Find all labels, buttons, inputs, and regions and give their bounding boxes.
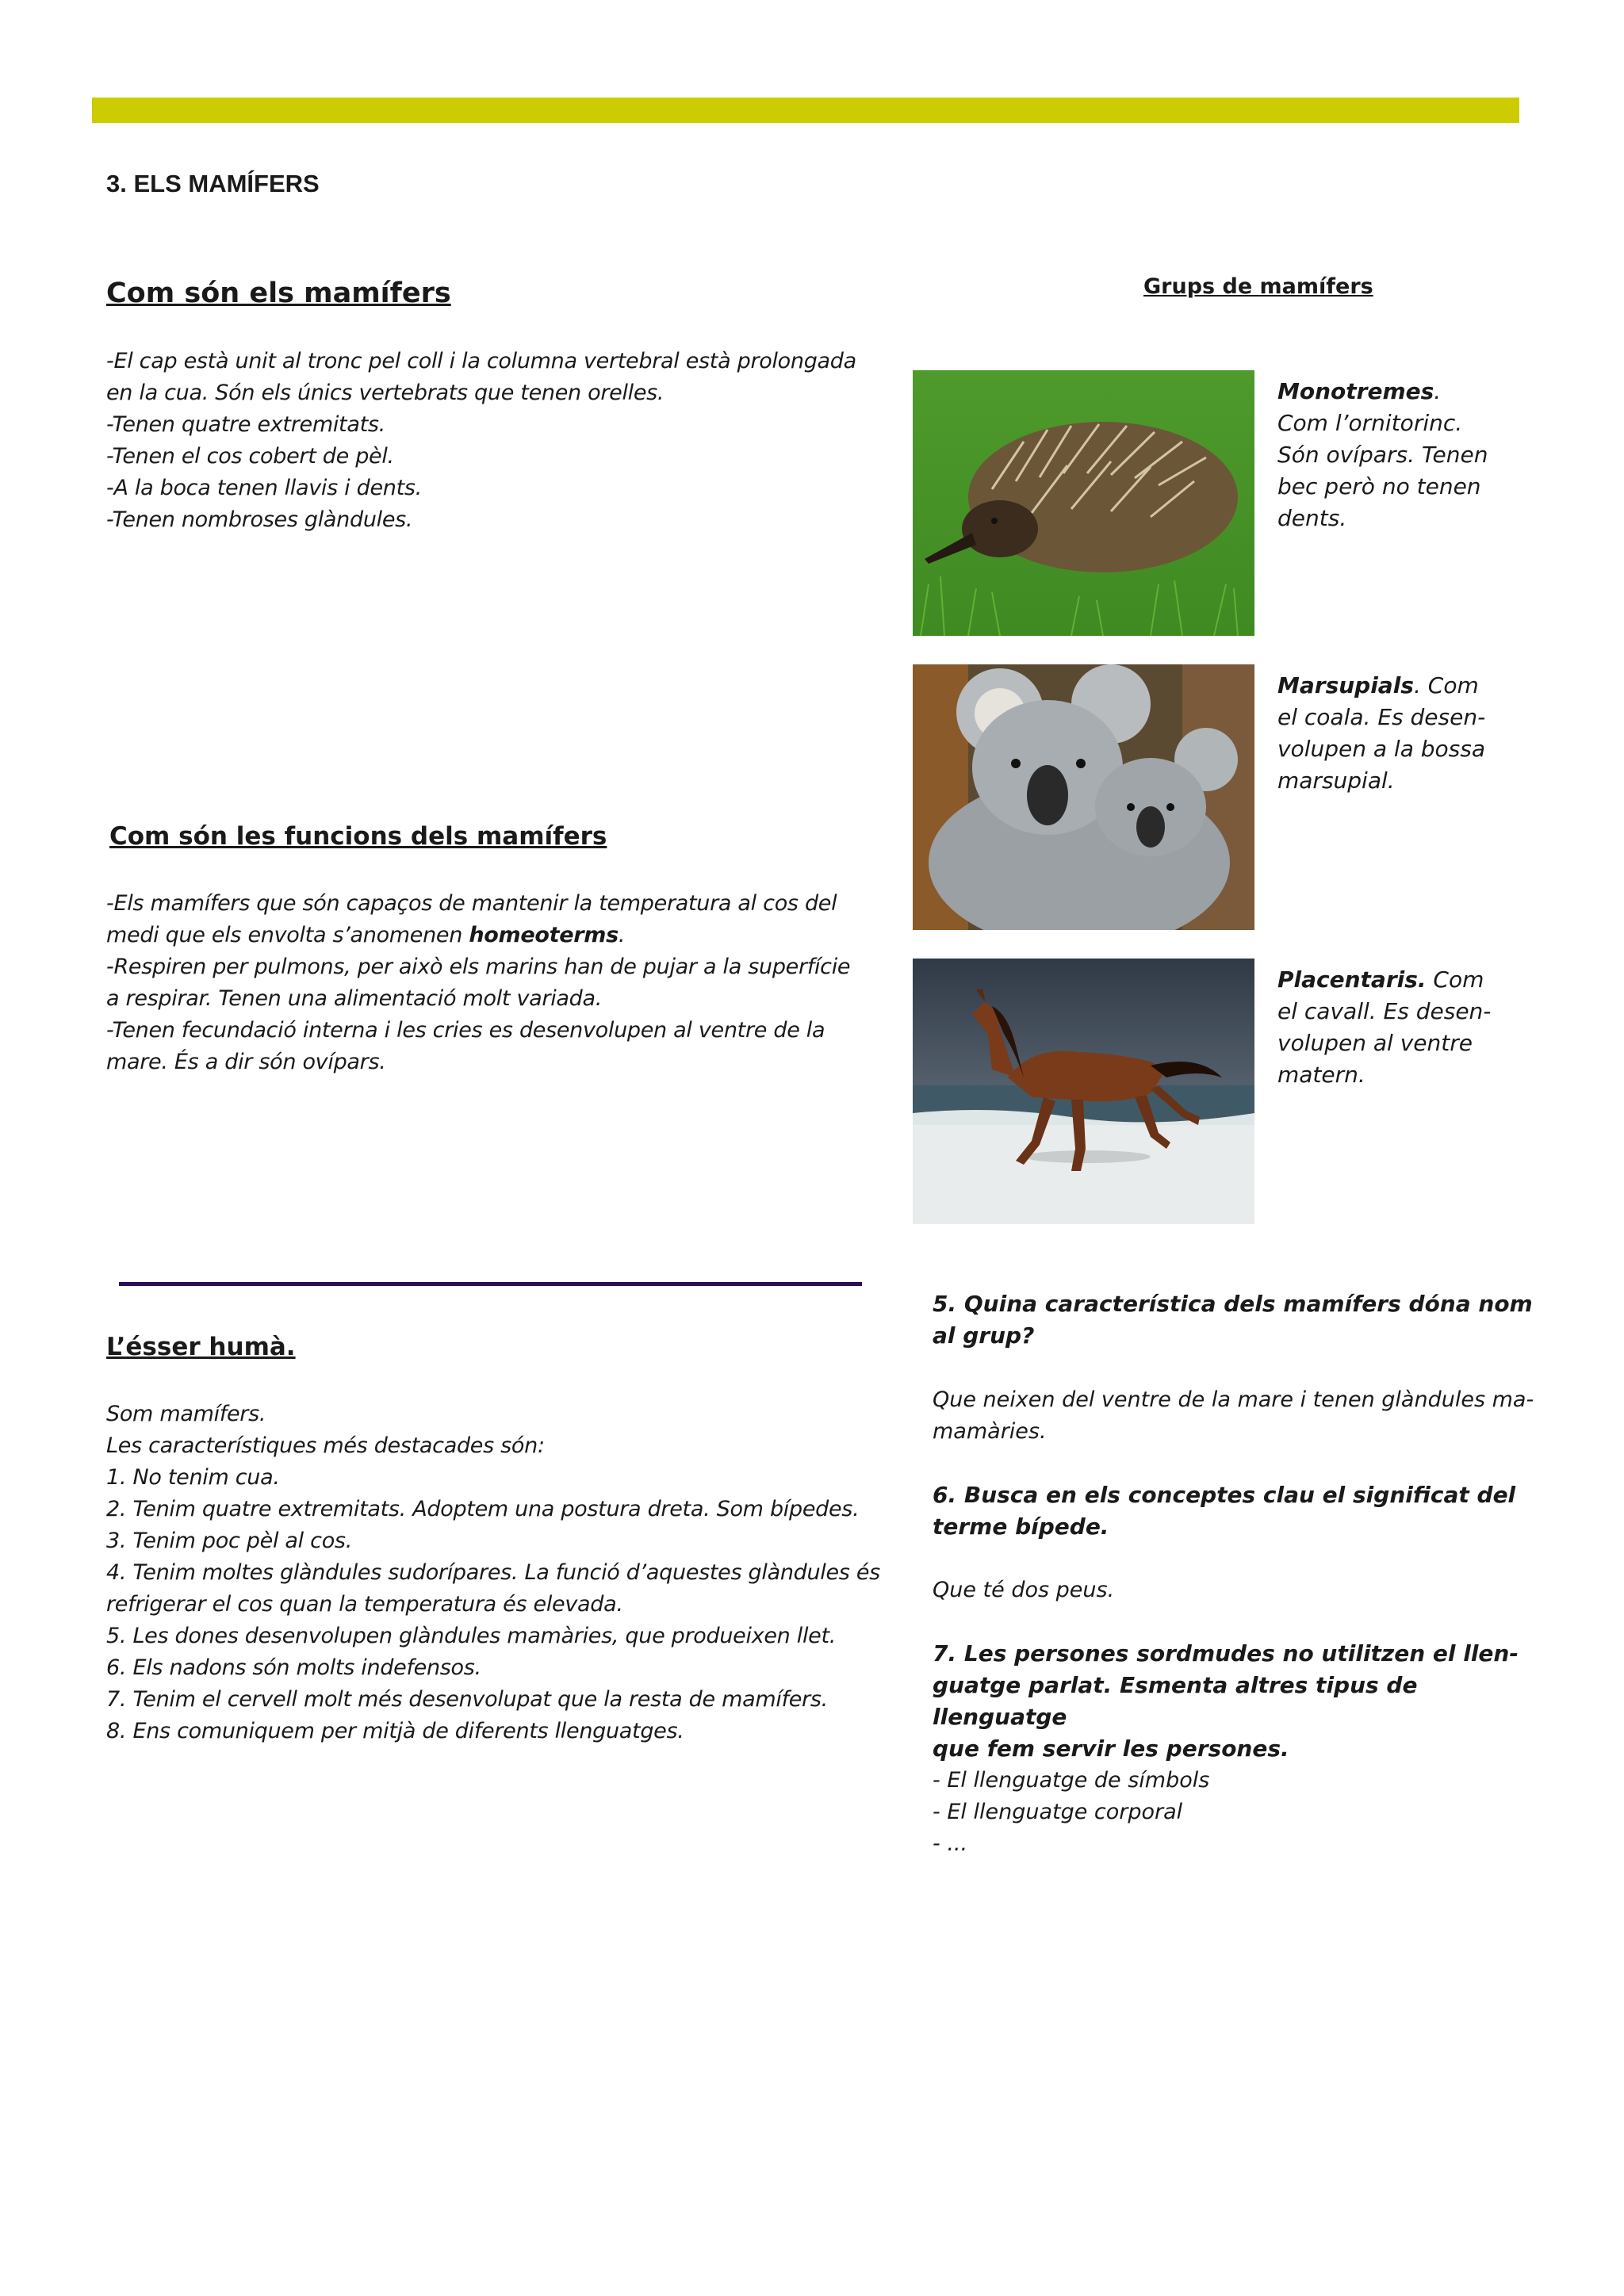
group-name: Monotremes (1277, 378, 1434, 404)
text-line: a respirar. Tenen una alimentació molt variada. (106, 986, 603, 1011)
caption-text: . (1434, 378, 1442, 404)
text-line: -Tenen fecundació interna i les cries es desenvolupen al ventre de la (106, 1018, 825, 1043)
answer-line: Que neixen del ventre de la mare i tenen glàndules ma- (933, 1387, 1534, 1412)
text-line: -Els mamífers que són capaços de mantenir la temperatura al cos del (106, 891, 837, 916)
heading-esser-huma: L’ésser humà. (106, 1333, 296, 1361)
caption-line: Són ovípars. Tenen (1277, 442, 1488, 468)
question-7 (933, 1638, 1551, 1765)
question-line: guatge parlat. Esmenta altres tipus de llenguatge (933, 1672, 1418, 1730)
text-line (106, 920, 868, 951)
echidna-photo (913, 370, 1254, 636)
text-line: refrigerar el cos quan la temperatura és elevada. (106, 1592, 623, 1617)
text-line: -El cap està unit al tronc pel coll i la columna vertebral està prolongada (106, 349, 856, 373)
top-accent-bar (92, 98, 1519, 123)
question-line: terme bípede. (933, 1513, 1109, 1540)
answer-line: mamàries. (933, 1419, 1047, 1444)
caption-placentaris (1277, 964, 1515, 1091)
text-fragment: medi que els envolta s’anomenen (106, 923, 469, 947)
caption-marsupials (1277, 670, 1515, 797)
caption-line: bec però no tenen (1277, 473, 1481, 499)
answer-line: - El llenguatge corporal (933, 1800, 1183, 1824)
funcions-text (106, 888, 868, 1078)
text-line: 4. Tenim moltes glàndules sudorípares. La funció d’aquestes glàndules és (106, 1560, 880, 1585)
text-line: 7. Tenim el cervell molt més desenvolupat que la resta de mamífers. (106, 1687, 828, 1712)
text-line: -Tenen nombroses glàndules. (106, 507, 413, 532)
text-line: -Respiren per pulmons, per això els marins han de pujar a la superfície (106, 955, 851, 979)
heading-funcions: Com són les funcions dels mamífers (109, 822, 607, 851)
text-fragment: . (618, 923, 626, 947)
text-line: Som mamífers. (106, 1402, 266, 1426)
question-line: que fem servir les persones. (933, 1735, 1289, 1762)
caption-text: Com (1426, 966, 1484, 993)
caption-line: marsupial. (1277, 767, 1395, 794)
answer-6 (933, 1575, 1551, 1606)
heading-grups: Grups de mamífers (1143, 274, 1373, 299)
text-line: -Tenen el cos cobert de pèl. (106, 444, 394, 469)
answer-line: - El llenguatge de símbols (933, 1768, 1210, 1793)
caption-line: el cavall. Es desen- (1277, 998, 1492, 1024)
caption-line: Com l’ornitorinc. (1277, 410, 1463, 436)
text-line: -Tenen quatre extremitats. (106, 412, 385, 437)
answer-5 (933, 1384, 1551, 1448)
group-name: Marsupials (1277, 672, 1414, 698)
keyword-homeoterms: homeoterms (469, 923, 619, 947)
koala-photo (913, 664, 1254, 930)
esser-huma-text (106, 1399, 880, 1747)
question-line: 7. Les persones sordmudes no utilitzen el llen- (933, 1640, 1519, 1667)
caption-line: dents. (1277, 505, 1347, 531)
group-name: Placentaris. (1277, 966, 1427, 993)
horse-photo (913, 959, 1254, 1224)
section-title: 3. ELS MAMÍFERS (106, 170, 320, 197)
text-line: 8. Ens comuniquem per mitjà de diferents llenguatges. (106, 1719, 684, 1743)
text-line: 5. Les dones desenvolupen glàndules mamàries, que produeixen llet. (106, 1624, 837, 1648)
text-line: 2. Tenim quatre extremitats. Adoptem una postura dreta. Som bípedes. (106, 1497, 860, 1521)
text-line: 1. No tenim cua. (106, 1465, 280, 1490)
text-line: 3. Tenim poc pèl al cos. (106, 1529, 352, 1553)
caption-line: matern. (1277, 1062, 1365, 1088)
question-6 (933, 1479, 1551, 1543)
caption-line: volupen al ventre (1277, 1030, 1473, 1056)
question-5 (933, 1288, 1551, 1352)
answer-line: - ... (933, 1831, 968, 1856)
section-divider (119, 1282, 862, 1286)
heading-com-son: Com són els mamífers (106, 277, 451, 309)
text-line: mare. És a dir són ovípars. (106, 1050, 386, 1074)
answer-7 (933, 1765, 1551, 1860)
caption-line: volupen a la bossa (1277, 736, 1486, 762)
text-line: Les característiques més destacades són: (106, 1433, 545, 1458)
text-line: -A la boca tenen llavis i dents. (106, 476, 422, 500)
text-line: en la cua. Són els únics vertebrats que tenen orelles. (106, 381, 665, 405)
com-son-text (106, 346, 868, 536)
caption-text: . Com (1413, 672, 1479, 698)
answer-line: Que té dos peus. (933, 1578, 1115, 1602)
question-line: 5. Quina característica dels mamífers dóna nom (933, 1291, 1533, 1317)
text-line: 6. Els nadons són molts indefensos. (106, 1655, 481, 1680)
question-line: al grup? (933, 1322, 1035, 1349)
caption-line: el coala. Es desen- (1277, 704, 1486, 730)
question-line: 6. Busca en els conceptes clau el significat del (933, 1482, 1516, 1508)
caption-monotremes (1277, 376, 1515, 534)
